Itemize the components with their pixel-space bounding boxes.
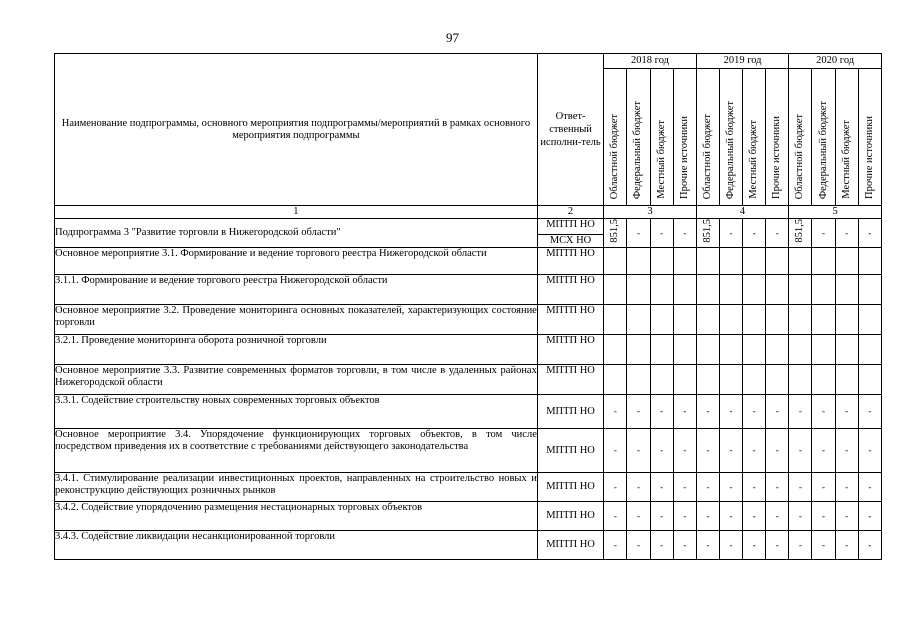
value-empty [627, 335, 650, 365]
col-number: 1 [55, 206, 538, 219]
value-empty [858, 275, 881, 305]
value-dash: - [650, 473, 673, 502]
row-name: 3.2.1. Проведение мониторинга оборота розничной торговли [55, 335, 538, 365]
value-empty [719, 335, 742, 365]
row-resp: МПТП НО [537, 395, 603, 429]
value-empty [835, 248, 858, 275]
value-empty [812, 305, 835, 335]
value-empty [673, 248, 696, 275]
row-resp: МПТП НО [537, 335, 603, 365]
row-name: Основное мероприятие 3.1. Формирование и ведение торгового реестра Нижегородской области [55, 248, 538, 275]
row-resp: МПТП НО [537, 365, 603, 395]
value-dash: - [673, 531, 696, 560]
value-empty [604, 305, 627, 335]
value-dash: - [696, 429, 719, 473]
value-oblast-2019: 851,5 [696, 219, 719, 248]
col-number: 2 [537, 206, 603, 219]
row-name: Основное мероприятие 3.2. Проведение мониторинга основных показателей, характеризующих состояние торговли [55, 305, 538, 335]
value-empty [743, 275, 766, 305]
col-number: 5 [789, 206, 882, 219]
subcol-local-2020: Местный бюджет [835, 69, 858, 206]
value-dash: - [789, 502, 812, 531]
value-dash: - [766, 531, 789, 560]
value-empty [789, 305, 812, 335]
value-dash: - [696, 502, 719, 531]
value-dash: - [766, 395, 789, 429]
value-empty [696, 305, 719, 335]
value-dash: - [743, 219, 766, 248]
subcol-other-2019: Прочие источники [766, 69, 789, 206]
row-name: 3.4.1. Стимулирование реализации инвестиционных проектов, направленных на строительство новых и реконструкцию действующих розничных рынков [55, 473, 538, 502]
value-empty [719, 248, 742, 275]
header-year-2019: 2019 год [696, 54, 789, 69]
subcol-federal-2020: Федеральный бюджет [812, 69, 835, 206]
header-resp-col: Ответ-ственный исполни-тель [537, 54, 603, 206]
value-dash: - [604, 395, 627, 429]
value-empty [743, 248, 766, 275]
subcol-federal-2018: Федеральный бюджет [627, 69, 650, 206]
value-empty [766, 335, 789, 365]
value-dash: - [696, 473, 719, 502]
value-dash: - [650, 429, 673, 473]
value-dash: - [719, 502, 742, 531]
value-empty [743, 365, 766, 395]
value-dash: - [673, 219, 696, 248]
value-empty [812, 248, 835, 275]
row-resp: МПТП НО [537, 275, 603, 305]
value-empty [719, 365, 742, 395]
subcol-local-2019: Местный бюджет [743, 69, 766, 206]
value-dash: - [604, 531, 627, 560]
value-dash: - [743, 395, 766, 429]
value-dash: - [835, 531, 858, 560]
value-empty [627, 248, 650, 275]
value-empty [696, 335, 719, 365]
value-empty [627, 305, 650, 335]
value-empty [789, 365, 812, 395]
value-dash: - [789, 531, 812, 560]
table-row [55, 531, 882, 560]
subcol-oblast-2019: Областной бюджет [696, 69, 719, 206]
program-row [55, 219, 882, 235]
value-dash: - [719, 531, 742, 560]
value-oblast-2020: 851,5 [789, 219, 812, 248]
value-empty [858, 335, 881, 365]
column-numbers-row [55, 206, 882, 219]
value-dash: - [719, 473, 742, 502]
row-resp: МПТП НО [537, 305, 603, 335]
table-row [55, 473, 882, 502]
value-dash: - [858, 531, 881, 560]
row-resp: МПТП НО [537, 502, 603, 531]
program-resp-2: МСХ НО [537, 235, 603, 248]
value-empty [673, 305, 696, 335]
table-row [55, 248, 882, 275]
value-empty [604, 248, 627, 275]
subcol-other-2020: Прочие источники [858, 69, 881, 206]
value-dash: - [650, 531, 673, 560]
value-dash: - [812, 429, 835, 473]
value-dash: - [650, 395, 673, 429]
value-empty [789, 248, 812, 275]
value-dash: - [766, 502, 789, 531]
value-empty [650, 248, 673, 275]
value-dash: - [858, 502, 881, 531]
value-dash: - [789, 429, 812, 473]
value-dash: - [812, 219, 835, 248]
row-resp: МПТП НО [537, 473, 603, 502]
value-empty [696, 248, 719, 275]
value-empty [650, 335, 673, 365]
value-dash: - [673, 429, 696, 473]
value-dash: - [766, 473, 789, 502]
value-dash: - [673, 395, 696, 429]
value-empty [858, 305, 881, 335]
value-dash: - [789, 395, 812, 429]
value-empty [766, 248, 789, 275]
value-empty [812, 335, 835, 365]
value-empty [858, 248, 881, 275]
value-dash: - [812, 531, 835, 560]
header-year-2020: 2020 год [789, 54, 882, 69]
value-empty [696, 275, 719, 305]
value-empty [719, 305, 742, 335]
subcol-oblast-2018: Областной бюджет [604, 69, 627, 206]
row-name: 3.4.3. Содействие ликвидации несанкционированной торговли [55, 531, 538, 560]
value-dash: - [696, 531, 719, 560]
value-dash: - [812, 473, 835, 502]
value-empty [627, 275, 650, 305]
subcol-oblast-2020: Областной бюджет [789, 69, 812, 206]
value-empty [743, 335, 766, 365]
table-row [55, 395, 882, 429]
value-dash: - [719, 395, 742, 429]
page-number: 97 [446, 30, 459, 45]
program-resp: МПТП НО [537, 219, 603, 235]
value-dash: - [858, 395, 881, 429]
col-number: 4 [696, 206, 789, 219]
value-empty [766, 365, 789, 395]
value-dash: - [604, 502, 627, 531]
header-year-2018: 2018 год [604, 54, 697, 69]
value-dash: - [766, 429, 789, 473]
value-empty [743, 305, 766, 335]
value-dash: - [627, 429, 650, 473]
table-row [55, 365, 882, 395]
value-dash: - [627, 531, 650, 560]
value-empty [627, 365, 650, 395]
row-name: 3.1.1. Формирование и ведение торгового реестра Нижегородской области [55, 275, 538, 305]
value-empty [766, 305, 789, 335]
value-empty [650, 365, 673, 395]
table-row [55, 502, 882, 531]
row-name: Основное мероприятие 3.3. Развитие современных форматов торговли, в том числе в удаленных районах Нижегородской области [55, 365, 538, 395]
value-empty [835, 335, 858, 365]
value-dash: - [627, 502, 650, 531]
value-empty [650, 275, 673, 305]
value-dash: - [650, 219, 673, 248]
value-dash: - [766, 219, 789, 248]
value-dash: - [743, 531, 766, 560]
value-empty [604, 365, 627, 395]
value-dash: - [858, 219, 881, 248]
value-oblast-2018: 851,5 [604, 219, 627, 248]
row-name: 3.3.1. Содействие строительству новых современных торговых объектов [55, 395, 538, 429]
value-empty [812, 365, 835, 395]
col-number: 3 [604, 206, 697, 219]
value-dash: - [858, 429, 881, 473]
value-empty [835, 365, 858, 395]
value-dash: - [696, 395, 719, 429]
value-empty [835, 275, 858, 305]
value-dash: - [604, 429, 627, 473]
header-name-col: Наименование подпрограммы, основного мероприятия подпрограммы/мероприятий в рамках основного мероприятия подпрограммы [55, 54, 538, 206]
value-empty [604, 335, 627, 365]
value-dash: - [812, 395, 835, 429]
table-row [55, 429, 882, 473]
value-dash: - [650, 502, 673, 531]
value-dash: - [719, 219, 742, 248]
row-resp: МПТП НО [537, 429, 603, 473]
value-dash: - [743, 473, 766, 502]
value-empty [719, 275, 742, 305]
value-dash: - [812, 502, 835, 531]
value-empty [835, 305, 858, 335]
table-row [55, 335, 882, 365]
value-dash: - [743, 502, 766, 531]
row-name: 3.4.2. Содействие упорядочению размещения нестационарных торговых объектов [55, 502, 538, 531]
value-dash: - [743, 429, 766, 473]
value-dash: - [835, 502, 858, 531]
value-dash: - [627, 473, 650, 502]
value-empty [604, 275, 627, 305]
subcol-other-2018: Прочие источники [673, 69, 696, 206]
table-row [55, 305, 882, 335]
value-dash: - [673, 473, 696, 502]
subcol-federal-2019: Федеральный бюджет [719, 69, 742, 206]
subcol-local-2018: Местный бюджет [650, 69, 673, 206]
value-dash: - [858, 473, 881, 502]
table-row [55, 275, 882, 305]
value-dash: - [835, 429, 858, 473]
value-dash: - [604, 473, 627, 502]
value-dash: - [789, 473, 812, 502]
value-empty [673, 365, 696, 395]
value-dash: - [719, 429, 742, 473]
value-empty [812, 275, 835, 305]
row-name: Основное мероприятие 3.4. Упорядочение функционирующих торговых объектов, в том числе посредством приведения их в соответствие с требованиями действующего законодательства [55, 429, 538, 473]
value-dash: - [673, 502, 696, 531]
value-empty [696, 365, 719, 395]
value-empty [789, 335, 812, 365]
value-empty [673, 275, 696, 305]
row-resp: МПТП НО [537, 248, 603, 275]
budget-table [54, 53, 882, 560]
value-dash: - [835, 473, 858, 502]
value-empty [789, 275, 812, 305]
value-empty [673, 335, 696, 365]
value-dash: - [627, 395, 650, 429]
value-empty [766, 275, 789, 305]
value-empty [650, 305, 673, 335]
value-dash: - [835, 395, 858, 429]
program-name: Подпрограмма 3 "Развитие торговли в Нижегородской области" [55, 219, 538, 248]
value-dash: - [835, 219, 858, 248]
value-dash: - [627, 219, 650, 248]
row-resp: МПТП НО [537, 531, 603, 560]
value-empty [858, 365, 881, 395]
